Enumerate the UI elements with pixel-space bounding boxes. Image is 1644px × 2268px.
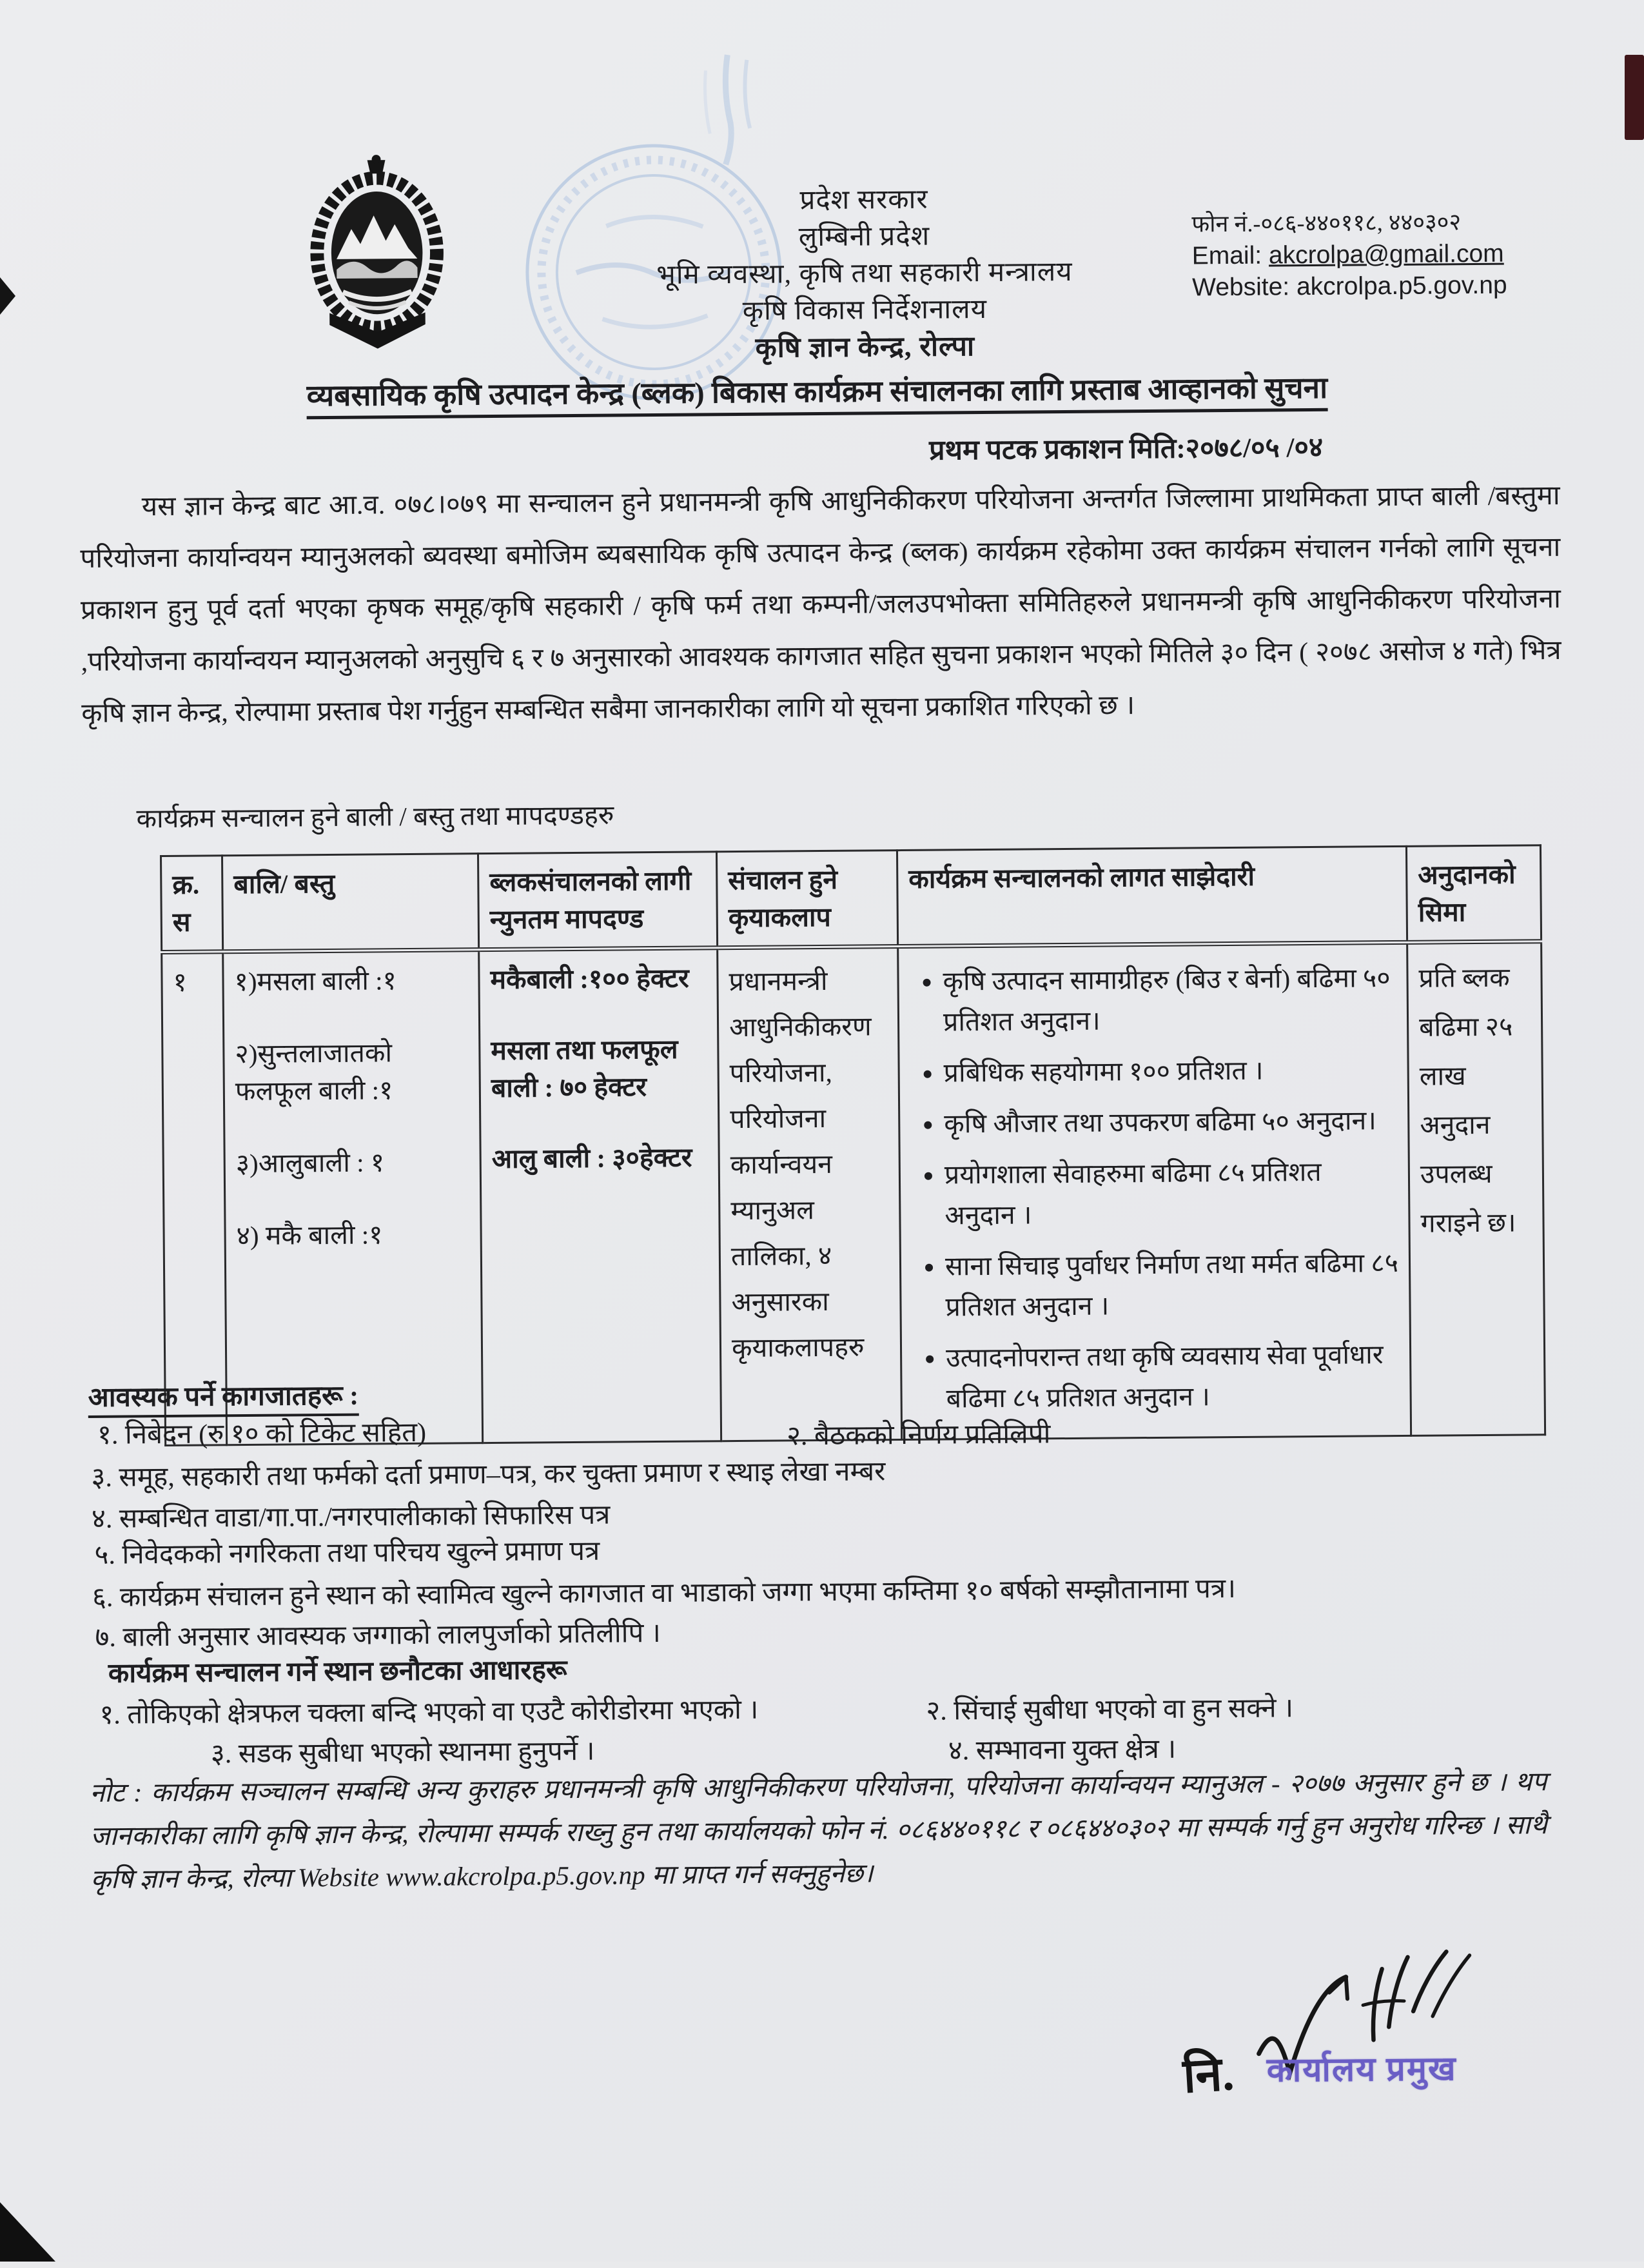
col-header-crop: बालि/ बस्तु [222,854,478,952]
scan-artifact-top-right [1625,55,1644,140]
publish-date-line: प्रथम पटक प्रकाशन मिति:२०७८/०५ /०४ [928,432,1324,466]
cost-sharing-item: • प्रयोगशाला सेवाहरुमा बढिमा ८५ प्रतिशत अनुदान । [944,1151,1398,1236]
notice-title: व्यबसायिक कृषि उत्पादन केन्द्र (ब्लक) बिकास कार्यक्रम संचालनका लागि प्रस्ताब आव्हानको सुचना [92,365,1542,417]
website-label: Website: [1191,273,1290,302]
standard-item: मकैबाली :१०० हेक्टर [490,963,689,995]
email-line [1192,237,1553,271]
cell-crops [223,950,483,1445]
document-item-1: १. निबेदन (रु १० को टिकेट सहित) [97,1417,427,1450]
cell-grant-limit [1407,942,1545,1436]
document-item-2: २. बैठकको निर्णय प्रतिलिपी [786,1419,1051,1452]
cell-activities [718,947,902,1441]
site-criterion-2: २. सिंचाई सुबीधा भएको वा हुन सक्ने । [926,1693,1294,1726]
cost-sharing-item: • कृषि उत्पादन सामाग्रीहरु (बिउ र बेर्ना) बढिमा ५० प्रतिशत अनुदान। [943,958,1396,1043]
letterhead-province: लुम्बिनी प्रदेश [798,221,930,253]
stamp-ink-streak [690,51,768,168]
cell-standards [479,948,721,1443]
nepal-emblem-logo [301,150,453,368]
cost-sharing-item: • प्रबिधिक सहयोगमा १०० प्रतिशत । [943,1049,1396,1094]
cell-sn: १ [162,952,227,1446]
col-header-standard: ब्लकसंचालनको लागी न्युनतम मापदण्ड [478,852,717,950]
cost-sharing-item: • साना सिचाइ पुर्वाधर निर्माण तथा मर्मत बढिमा ८५ प्रतिशत अनुदान । [945,1243,1399,1328]
document-item-4: ४. सम्बन्धित वाडा/गा.पा./नगरपालीकाको सिफारिस पत्र [91,1500,611,1534]
cost-sharing-list [909,958,1400,1419]
col-header-cost-sharing: कार्यक्रम सन्चालनको लागत साझेदारी [897,846,1407,946]
email-label: Email: [1191,241,1262,270]
site-criterion-4: ४. सम्भावना युक्त क्षेत्र । [948,1734,1177,1766]
signature-mark [1219,1948,1543,2118]
standard-item: मसला तथा फलफूल बाली : ७० हेक्टर [491,1034,678,1103]
standard-item: आलु बाली : ३०हेक्टर [491,1142,692,1174]
notice-body-paragraph: यस ज्ञान केन्द्र बाट आ.व. ०७८।०७९ मा सन्चालन हुने प्रधानमन्त्री कृषि आधुनिकीकरण परियोजना अन्तर्गत जिल्लामा प्राथमिकता प्राप्त बाली /बस्तुमा परियोजना कार्यान्वयन म्यानुअलको ब्यवस्था बमोजिम ब्यबसायिक कृषि उत्पादन केन्द्र (ब्लक) कार्यक्रम रहेकोमा उक्त कार्यक्रम संचालन गर्नको लागि सूचना प्रकाशन हुनु पूर्व दर्ता भएका कृषक समूह/कृषि सहकारी / कृषि फर्म तथा कम्पनी/जलउपभोक्ता समितिहरुले प्रधानमन्त्री कृषि आधुनिकीकरण परियोजना ,परियोजना कार्यान्वयन म्यानुअलको अनुसुचि ६ र ७ अनुसारको आवश्यक कागजात सहित सुचना प्रकाशन भएको मितिले ३० दिन ( २०७८ असोज ४ गते) भित्र कृषि ज्ञान केन्द्र, रोल्पामा प्रस्ताब पेश गर्नुहुन सम्बन्धित सबैमा जानकारीका लागि यो सूचना प्रकाशित गरिएको छ । [80,480,1561,729]
letterhead-ministry: भूमि व्यवस्था, कृषि तथा सहकारी मन्त्रालय [656,257,1073,290]
site-selection-heading: कार्यक्रम सन्चालन गर्ने स्थान छनौटका आधारहरू [108,1655,567,1689]
document-item-3: ३. समूह, सहकारी तथा फर्मको दर्ता प्रमाण–पत्र, कर चुक्ता प्रमाण र स्थाइ लेखा नम्बर [91,1457,886,1493]
crop-item: २)सुन्तलाजातको फलफूल बाली :१ [235,1038,393,1107]
activities-text: प्रधानमन्त्री आधुनिकीकरण परियोजना, परियोजना कार्यान्वयन म्यानुअल तालिका, ४ अनुसारका कृयाकलापहरु [729,965,872,1363]
document-item-6: ६. कार्यक्रम संचालन हुने स्थान को स्वामित्व खुल्ने कागजात वा भाडाको जग्गा भएमा कम्तिमा १० बर्षको सम्झौतानामा पत्र। [92,1573,1237,1613]
document-item-7: ७. बाली अनुसार आवस्यक जग्गाको लालपुर्जाको प्रतिलीपि । [95,1618,661,1653]
email-address: akcrolpa@gmail.com [1268,239,1504,270]
col-header-grant-limit: अनुदानको सिमा [1406,845,1541,943]
phone-number: फोन नं.-०८६-४४०११८, ४४०३०२ [1191,209,1462,237]
program-standards-table [160,844,1546,1446]
crop-item: ३)आलुबाली : १ [235,1147,385,1179]
cost-sharing-item: • उत्पादनोपरान्त तथा कृषि व्यवसाय सेवा पूर्वाधार बढिमा ८५ प्रतिशत अनुदान । [946,1334,1400,1419]
crop-item: १)मसला बाली :१ [234,965,397,997]
note-paragraph: नोट : कार्यक्रम सञ्चालन सम्बन्धि अन्य कुराहरु प्रधानमन्त्री कृषि आधुनिकीकरण परियोजना, परियोजना कार्यान्वयन म्यानुअल - २०७७ अनुसार हुने छ । थप जानकारीका लागि कृषि ज्ञान केन्द्र, रोल्पामा सम्पर्क राख्नु हुन तथा कार्यालयको फोन नं. ०८६४४०११८ र ०८६४४०३०२ मा सम्पर्क गर्नु हुन अनुरोध गरिन्छ । साथै कृषि ज्ञान केन्द्र, रोल्पा Website www.akcrolpa.p5.gov.np मा प्राप्त गर्न सक्नुहुनेछ। [90,1766,1548,1894]
col-header-sn: क्र. स [161,856,223,952]
table-row [162,942,1545,1446]
documents-heading: आवस्यक पर्ने कागजातहरू : [88,1376,358,1415]
crop-item: ४) मकै बाली :१ [236,1219,383,1251]
cost-sharing-item: • कृषि औजार तथा उपकरण बढिमा ५० अनुदान। [944,1100,1397,1145]
signatory-initial: नि. [1181,2047,1236,2104]
site-criterion-1: १. तोकिएको क्षेत्रफल चक्ला बन्दि भएको वा एउटै कोरीडोरमा भएको । [99,1695,759,1730]
office-chief-stamp-text: कार्यालय प्रमुख [1266,2051,1457,2089]
letterhead-directorate: कृषि विकास निर्देशनालय [742,294,988,326]
site-criterion-3: ३. सडक सुबीधा भएको स्थानमा हुनुपर्ने । [210,1736,595,1770]
website-address: akcrolpa.p5.gov.np [1296,271,1507,301]
letterhead-government: प्रदेश सरकार [799,184,928,216]
table-header-row [161,845,1541,952]
document-item-5: ५. निवेदकको नगरिकता तथा परिचय खुल्ने प्रमाण पत्र [94,1536,600,1570]
contact-block [1191,206,1553,303]
table-heading: कार्यक्रम सन्चालन हुने बाली / बस्तु तथा मापदण्डहरु [136,800,614,834]
grant-limit-text: प्रति ब्लक बढिमा २५ लाख अनुदान उपलब्ध गराइने छ। [1418,962,1516,1238]
cell-cost-sharing [898,942,1411,1439]
col-header-activity: संचालन हुने कृयाकलाप [716,851,897,948]
letterhead [522,179,1207,368]
website-line [1192,269,1553,303]
letterhead-office: कृषि ज्ञान केन्द्र, रोल्पा [755,331,975,364]
